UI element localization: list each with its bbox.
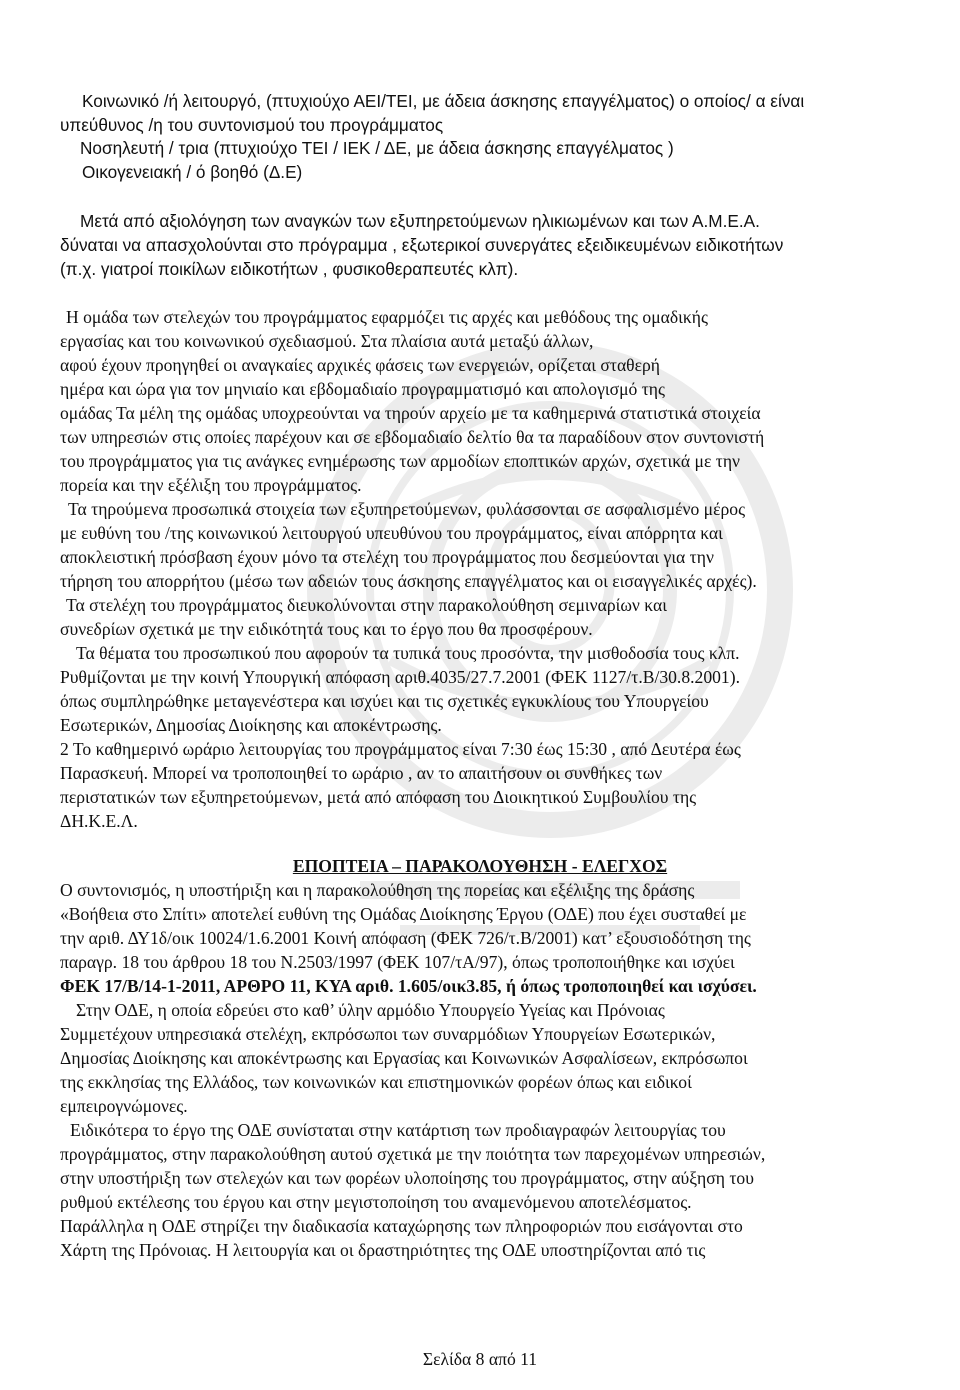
text-line: ΔΗ.Κ.Ε.Λ. (60, 811, 138, 831)
text-line: τήρηση του απορρήτου (μέσω των αδειών τους άσκησης επαγγέλματος και οι εισαγγελικές αρχές). (60, 571, 757, 591)
text-line: Ρυθμίζονται με την κοινή Υπουργική απόφαση αριθ.4035/27.7.2001 (ΦΕΚ 1127/τ.Β/30.8.2001). (60, 667, 740, 687)
text-line: προγράμματος, στην παρακολούθηση αυτού σχετικά με την ποιότητα των παρεχομένων υπηρεσιών, (60, 1144, 766, 1164)
text-line: 2 Το καθημερινό ωράριο λειτουργίας του προγράμματος είναι 7:30 έως 15:30 , από Δευτέρα έως (60, 739, 741, 759)
text-line: Μετά από αξιολόγηση των αναγκών των εξυπηρετούμενων ηλικιωμένων και των Α.Μ.Ε.Α. (80, 211, 760, 231)
text-line: Νοσηλευτή / τρια (πτυχιούχο ΤΕΙ / ΙΕΚ / ΔΕ, με άδεια άσκησης επαγγέλματος ) (80, 138, 674, 158)
text-line: Στην ΟΔΕ, η οποία εδρεύει στο καθ’ ύλην αρμόδιο Υπουργείο Υγείας και Πρόνοιας (76, 1000, 665, 1020)
text-line: Τα θέματα του προσωπικού που αφορούν τα τυπικά τους προσόντα, την μισθοδοσία τους κλπ. (76, 643, 740, 663)
text-line: με ευθύνη του /της κοινωνικού λειτουργού υπευθύνου του προγράμματος, είναι απόρρητα και (60, 523, 723, 543)
text-line: Παρασκευή. Μπορεί να τροποποιηθεί το ωράριο , αν το απαιτήσουν οι συνθήκες των (60, 763, 663, 783)
text-line: Τα στελέχη του προγράμματος διευκολύνονται στην παρακολούθηση σεμιναρίων και (66, 595, 667, 615)
text-line: εμπειρογνώμονες. (60, 1096, 188, 1116)
text-line: των υπηρεσιών στις οποίες παρέχουν και σε εβδομαδιαίο δελτίο θα τα παραδίδουν στον συντονιστή (60, 427, 765, 447)
text-line: Η ομάδα των στελεχών του προγράμματος εφαρμόζει τις αρχές και μεθόδους της ομαδικής (66, 307, 708, 327)
text-line: Κοινωνικό /ή λειτουργό, (πτυχιούχο ΑΕΙ/ΤΕΙ, με άδεια άσκησης επαγγέλματος) ο οποίος/ α είναι (82, 91, 805, 111)
text-line: ημέρα και ώρα για τον μηνιαίο και εβδομαδιαίο προγραμματισμό και απολογισμό της (60, 379, 665, 399)
text-line: υπεύθυνος /η του συντονισμού του προγράμματος (60, 115, 444, 135)
text-line: αποκλειστική πρόσβαση έχουν μόνο τα στελέχη του προγράμματος που δεσμεύονται για την (60, 547, 714, 567)
text-line: αφού έχουν προηγηθεί οι αναγκαίες αρχικές φάσεις των ενεργειών, ορίζεται σταθερή (60, 355, 660, 375)
text-line-bold: ΦΕΚ 17/Β/14-1-2011, ΑΡΘΡΟ 11, ΚΥΑ αριθ. 1.605/οικ3.85, ή όπως τροποποιηθεί και ισχύσει. (60, 976, 757, 996)
text-line: Εσωτερικών, Δημοσίας Διοίκησης και αποκέντρωσης. (60, 715, 442, 735)
text-line: Τα τηρούμενα προσωπικά στοιχεία των εξυπηρετούμενων, φυλάσσονται σε ασφαλισμένο μέρος (68, 499, 746, 519)
text-line: Συμμετέχουν υπηρεσιακά στελέχη, εκπρόσωποι των συναρμόδιων Υπουργείων Εσωτερικών, (60, 1024, 716, 1044)
text-line: Οικογενειακή / ό βοηθό (Δ.Ε) (82, 162, 303, 182)
text-line: Χάρτη της Πρόνοιας. Η λειτουργία και οι δραστηριότητες της ΟΔΕ υποστηρίζονται από τις (60, 1240, 706, 1260)
text-line: (π.χ. γιατροί ποικίλων ειδικοτήτων , φυσικοθεραπευτές κλπ). (60, 259, 519, 279)
text-line: του προγράμματος για τις ανάγκες ενημέρωσης των αρμοδίων εποπτικών αρχών, σχετικά με την (60, 451, 740, 471)
text-line: ομάδας Τα μέλη της ομάδας υποχρεούνται να τηρούν αρχείο με τα καθημερινά στατιστικά στοιχεία (60, 403, 761, 423)
text-line: την αριθ. ΔΥ1δ/οικ 10024/1.6.2001 Κοινή απόφαση (ΦΕΚ 726/τ.Β/2001) κατ’ εξουσιοδότηση της (60, 928, 751, 948)
text-line: της εκκλησίας της Ελλάδος, των κοινωνικών και επιστημονικών φορέων όπως και ειδικοί (60, 1072, 692, 1092)
text-line: δύναται να απασχολούνται στο πρόγραμμα , εξωτερικοί συνεργάτες εξειδικευμένων ειδικοτήτων (60, 235, 784, 255)
text-line: συνεδρίων σχετικά με την ειδικότητά τους και το έργο που θα προσφέρουν. (60, 619, 593, 639)
text-line: περιστατικών των εξυπηρετούμενων, μετά από απόφαση του Διοικητικού Συμβουλίου της (60, 787, 697, 807)
text-line: ρυθμού εκτέλεσης του έργου και στην μεγιστοποίηση του αναμενόμενου αποτελέσματος. (60, 1192, 692, 1212)
text-line: πορεία και την εξέλιξη του προγράμματος. (60, 475, 362, 495)
text-line: Παράλληλα η ΟΔΕ στηρίζει την διαδικασία καταχώρησης των πληροφοριών που εισάγονται στο (60, 1216, 743, 1236)
section-title: ΕΠΟΠΤΕΙΑ – ΠΑΡΑΚΟΛΟΥΘΗΣΗ - ΕΛΕΓΧΟΣ (292, 856, 668, 876)
text-line: «Βοήθεια στο Σπίτι» αποτελεί ευθύνη της Ομάδας Διοίκησης Έργου (ΟΔΕ) που έχει συσταθεί με (60, 904, 747, 924)
text-line: παραγρ. 18 του άρθρου 18 του Ν.2503/1997 (ΦΕΚ 107/τΑ/97), όπως τροποποιήθηκε και ισχύει (60, 952, 735, 972)
text-line: Ειδικότερα το έργο της ΟΔΕ συνίσταται στην κατάρτιση των προδιαγραφών λειτουργίας του (70, 1120, 726, 1140)
text-line: Δημοσίας Διοίκησης και αποκέντρωσης και Εργασίας και Κοινωνικών Ασφαλίσεων, εκπρόσωποι (60, 1048, 748, 1068)
text-line: Ο συντονισμός, η υποστήριξη και η παρακολούθηση της πορείας και εξέλιξης της δράσης (60, 880, 695, 900)
text-line: στην υποστήριξη των στελεχών και των φορέων υλοποίησης του προγράμματος, στην αύξηση του (60, 1168, 754, 1188)
page-number-footer: Σελίδα 8 από 11 (422, 1349, 538, 1369)
text-line: όπως συμπληρώθηκε μεταγενέστερα και ισχύει και τις σχετικές εγκυκλίους του Υπουργείου (60, 691, 709, 711)
text-line: εργασίας και του κοινωνικού σχεδιασμού. Στα πλαίσια αυτά μεταξύ άλλων, (60, 331, 594, 351)
